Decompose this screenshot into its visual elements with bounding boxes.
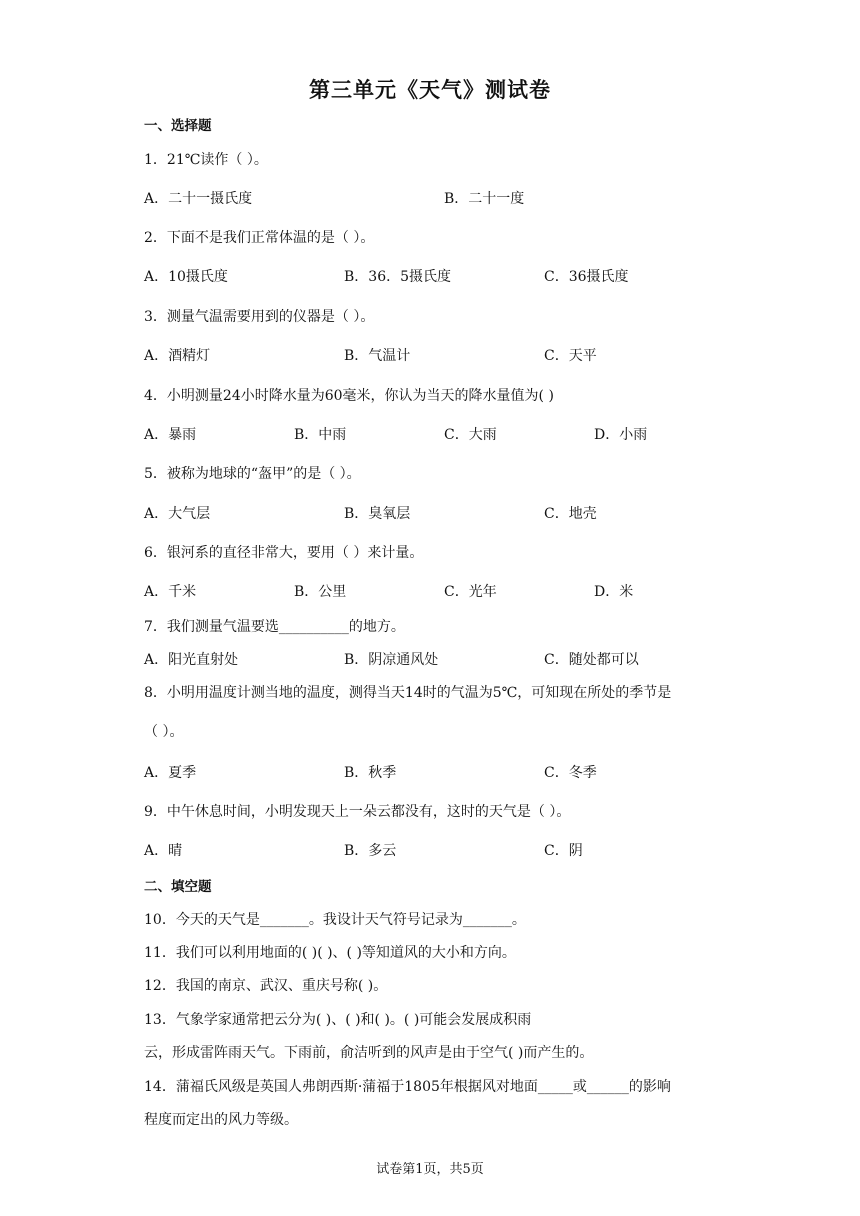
question-13-line-2: 云，形成雷阵雨天气。下雨前，俞洁听到的风声是由于空气( )而产生的。 (144, 1045, 594, 1061)
page-footer: 试卷第1页，共5页 (376, 1162, 484, 1177)
section-heading-fill: 二、填空题 (144, 879, 212, 895)
question-1: 1．21℃读作（ ）。 (144, 152, 268, 168)
question-2: 2．下面不是我们正常体温的是（ ）。 (144, 230, 375, 246)
q4-option-b: B．中雨 (294, 427, 347, 443)
q2-option-b: B．36．5摄氏度 (344, 269, 452, 285)
q6-option-b: B．公里 (294, 584, 347, 600)
question-4: 4．小明测量24小时降水量为60毫米，你认为当天的降水量值为( ) (144, 388, 554, 404)
q7-option-c: C．随处都可以 (544, 652, 639, 668)
q9-option-a: A．晴 (144, 843, 183, 859)
question-3: 3．测量气温需要用到的仪器是（ ）。 (144, 309, 375, 325)
question-5: 5．被称为地球的“盔甲”的是（ ）。 (144, 466, 361, 482)
q1-option-a: A．二十一摄氏度 (144, 191, 253, 207)
q6-option-a: A．千米 (144, 584, 197, 600)
q9-option-c: C．阴 (544, 843, 583, 859)
question-9: 9．中午休息时间，小明发现天上一朵云都没有，这时的天气是（ ）。 (144, 804, 571, 820)
section-heading-choice: 一、选择题 (144, 118, 212, 134)
q5-option-a: A．大气层 (144, 506, 211, 522)
q3-option-c: C．天平 (544, 348, 597, 364)
question-12: 12．我国的南京、武汉、重庆号称( )。 (144, 978, 388, 994)
q8-option-c: C．冬季 (544, 765, 597, 781)
q7-option-b: B．阴凉通风处 (344, 652, 439, 668)
question-10: 10．今天的天气是_______。我设计天气符号记录为_______。 (144, 912, 526, 928)
question-14-line-2: 程度而定出的风力等级。 (144, 1112, 298, 1128)
question-8-line-1: 8．小明用温度计测当地的温度，测得当天14时的气温为5℃，可知现在所处的季节是 (144, 685, 672, 701)
q6-option-c: C．光年 (444, 584, 497, 600)
q2-option-c: C．36摄氏度 (544, 269, 629, 285)
question-14-line-1: 14．蒲福氏风级是英国人弗朗西斯·蒲福于1805年根据风对地面_____或______的影响 (144, 1079, 671, 1095)
q7-option-a: A．阳光直射处 (144, 652, 239, 668)
q4-option-a: A．暴雨 (144, 427, 197, 443)
q3-option-a: A．酒精灯 (144, 348, 211, 364)
q2-option-a: A．10摄氏度 (144, 269, 228, 285)
q4-option-d: D．小雨 (594, 427, 648, 443)
q8-option-b: B．秋季 (344, 765, 397, 781)
q1-option-b: B．二十一度 (444, 191, 525, 207)
q6-option-d: D．米 (594, 584, 634, 600)
page-title: 第三单元《天气》测试卷 (309, 78, 551, 102)
q3-option-b: B．气温计 (344, 348, 411, 364)
question-6: 6．银河系的直径非常大，要用（ ）来计量。 (144, 545, 424, 561)
question-8-line-2: （ ）。 (144, 724, 184, 740)
q9-option-b: B．多云 (344, 843, 397, 859)
question-11: 11．我们可以利用地面的( )( )、( )等知道风的大小和方向。 (144, 945, 516, 961)
question-13-line-1: 13．气象学家通常把云分为( )、( )和( )。( )可能会发展成积雨 (144, 1012, 532, 1028)
q8-option-a: A．夏季 (144, 765, 197, 781)
q4-option-c: C．大雨 (444, 427, 497, 443)
q5-option-b: B．臭氧层 (344, 506, 411, 522)
question-7: 7．我们测量气温要选__________的地方。 (144, 619, 405, 635)
q5-option-c: C．地壳 (544, 506, 597, 522)
